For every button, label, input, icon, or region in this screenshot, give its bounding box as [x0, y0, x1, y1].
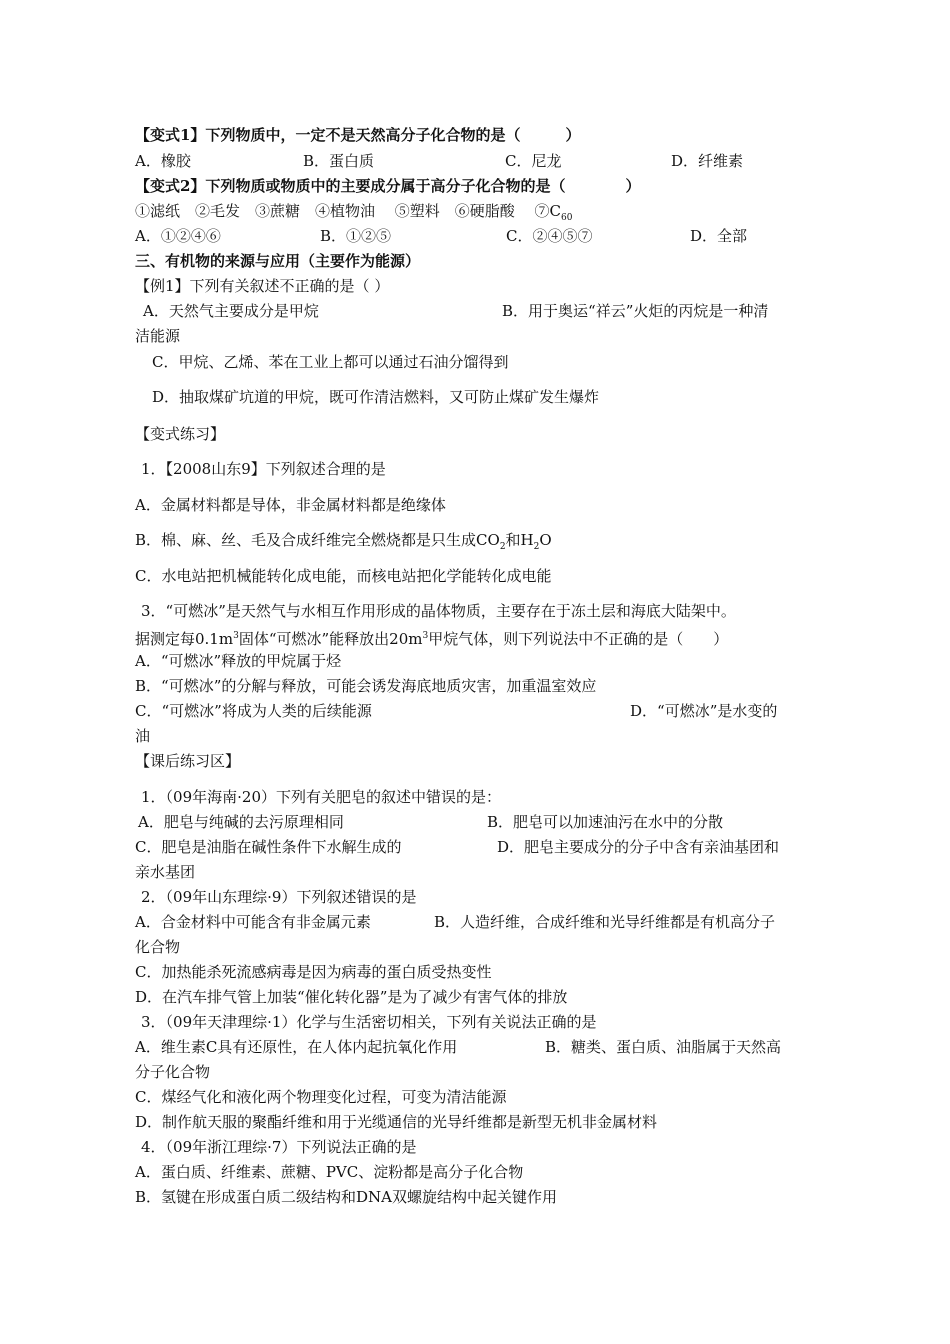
example1-option-b: B．用于奥运“祥云”火炬的丙烷是一种清 [502, 302, 769, 320]
practice3-option-d-continued: 油 [135, 727, 151, 745]
homework1-option-c: C．肥皂是油脂在碱性条件下水解生成的 [135, 838, 402, 856]
homework3-question: 3．（09年天津理综·1）化学与生活密切相关，下列有关说法正确的是 [141, 1013, 597, 1031]
homework1-option-d-continued: 亲水基团 [135, 863, 196, 881]
homework1-option-a: A．肥皂与纯碱的去污原理相同 [138, 813, 344, 831]
homework2-option-b: B．人造纤维，合成纤维和光导纤维都是有机高分子 [434, 913, 776, 931]
practice1-option-c: C．水电站把机械能转化成电能，而核电站把化学能转化成电能 [135, 567, 552, 585]
variant2-items: ①滤纸 ②毛发 ③蔗糖 ④植物油 ⑤塑料 ⑥硬脂酸 $⑦C_{60}$ [135, 202, 573, 223]
homework1-option-d: D．肥皂主要成分的分子中含有亲油基团和 [497, 838, 780, 856]
homework1-option-b: B．肥皂可以加速油污在水中的分散 [487, 813, 724, 831]
homework3-option-d: D．制作航天服的聚酯纤维和用于光缆通信的光导纤维都是新型无机非金属材料 [135, 1113, 658, 1131]
homework3-option-b-continued: 分子化合物 [135, 1063, 211, 1081]
practice1-option-a: A．金属材料都是导体，非金属材料都是绝缘体 [135, 496, 446, 514]
variant2-question: 【变式2】下列物质或物质中的主要成分属于高分子化合物的是（ ） [135, 177, 641, 195]
homework3-option-b: B．糖类、蛋白质、油脂属于天然高 [545, 1038, 782, 1056]
practice3-option-d: D．“可燃冰”是水变的 [630, 702, 778, 720]
practice3-option-a: A．“可燃冰”释放的甲烷属于烃 [135, 652, 342, 670]
example1-option-c: C．甲烷、乙烯、苯在工业上都可以通过石油分馏得到 [152, 353, 509, 371]
homework2-question: 2．（09年山东理综·9）下列叙述错误的是 [141, 888, 417, 906]
practice3-question-line1: 3．“可燃冰”是天然气与水相互作用形成的晶体物质，主要存在于冻土层和海底大陆架中。 [141, 602, 736, 620]
homework3-option-a: A．维生素C具有还原性，在人体内起抗氧化作用 [135, 1038, 458, 1056]
practice1-option-b: B．棉、麻、丝、毛及合成纤维完全燃烧都是只生成$CO_2$和$H_2O$ [135, 531, 552, 552]
practice3-option-c: C．“可燃冰”将成为人类的后续能源 [135, 702, 372, 720]
variant1-option-c: C．尼龙 [505, 152, 562, 170]
practice-heading: 【变式练习】 [135, 425, 226, 443]
variant1-option-a: A．橡胶 [135, 152, 191, 170]
example1-question: 【例1】下列有关叙述不正确的是（ ） [135, 277, 390, 295]
homework2-option-b-continued: 化合物 [135, 938, 181, 956]
homework2-option-a: A．合金材料中可能含有非金属元素 [135, 913, 371, 931]
homework1-question: 1．（09年海南·20）下列有关肥皂的叙述中错误的是： [141, 788, 501, 806]
homework2-option-d: D．在汽车排气管上加装“催化转化器”是为了减少有害气体的排放 [135, 988, 568, 1006]
homework3-option-c: C．煤经气化和液化两个物理变化过程，可变为清洁能源 [135, 1088, 507, 1106]
section3-heading: 三、有机物的来源与应用（主要作为能源） [135, 252, 421, 270]
practice1-question: 1．【2008山东9】下列叙述合理的是 [141, 460, 386, 478]
variant2-option-b: B．①②⑤ [320, 227, 392, 245]
homework4-question: 4．（09年浙江理综·7）下列说法正确的是 [141, 1138, 417, 1156]
example1-option-d: D．抽取煤矿坑道的甲烷，既可作清洁燃料，又可防止煤矿发生爆炸 [152, 388, 600, 406]
example1-option-a: A．天然气主要成分是甲烷 [143, 302, 319, 320]
practice3-option-b: B．“可燃冰”的分解与释放，可能会诱发海底地质灾害，加重温室效应 [135, 677, 597, 695]
variant2-option-a: A．①②④⑥ [135, 227, 221, 245]
homework4-option-b: B．氢键在形成蛋白质二级结构和DNA双螺旋结构中起关键作用 [135, 1188, 558, 1206]
example1-option-b-continued: 洁能源 [135, 327, 181, 345]
variant2-option-d: D．全部 [690, 227, 748, 245]
homework4-option-a: A．蛋白质、纤维素、蔗糖、PVC、淀粉都是高分子化合物 [135, 1163, 524, 1181]
variant1-question: 【变式1】下列物质中，一定不是天然高分子化合物的是（ ） [135, 126, 581, 144]
variant2-option-c: C．②④⑤⑦ [506, 227, 593, 245]
homework-heading: 【课后练习区】 [135, 752, 241, 770]
variant1-option-b: B．蛋白质 [303, 152, 375, 170]
variant1-option-d: D．纤维素 [671, 152, 744, 170]
homework2-option-c: C．加热能杀死流感病毒是因为病毒的蛋白质受热变性 [135, 963, 492, 981]
practice3-question-line2: 据测定每$0.1m^3$固体“可燃冰”能释放出$20m^3$甲烷气体，则下列说法中不正确的是（ ） [135, 630, 729, 648]
